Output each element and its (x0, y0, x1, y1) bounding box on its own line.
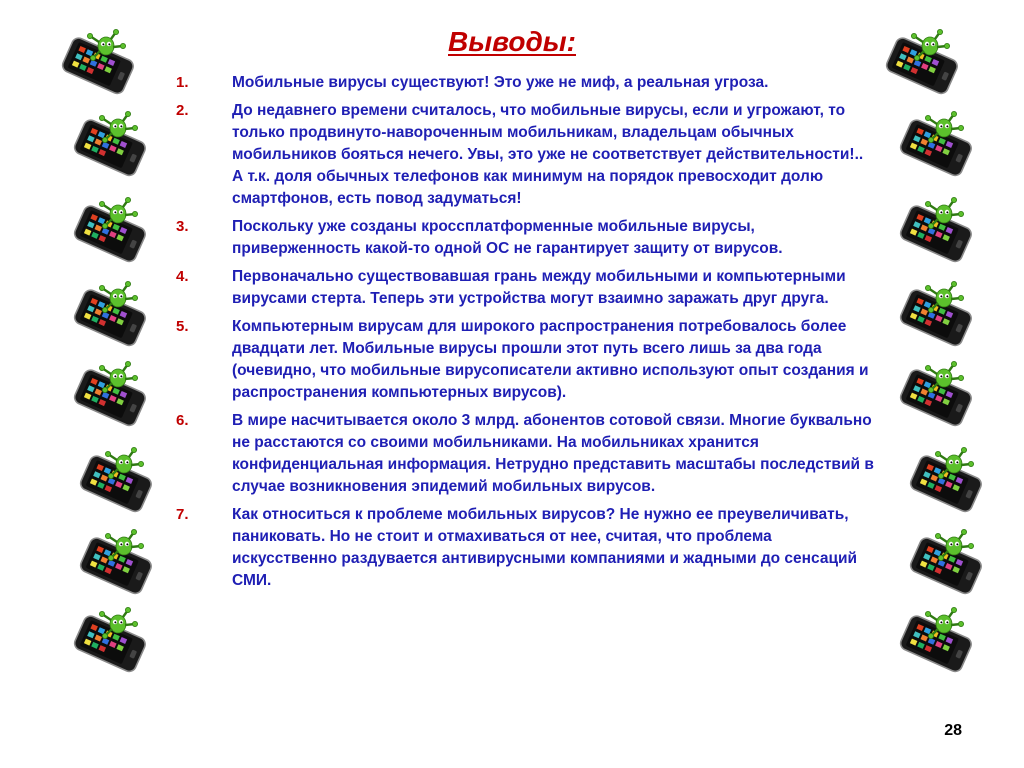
phone-virus-icon (886, 612, 986, 678)
item-text: Как относиться к проблеме мобильных вирусов? Не нужно ее преувеличивать, паниковать. Но не стоит и отмахиваться от нее, считая, что проблема искусственно раздувается антивирусными компаниями и жадными до сенсаций СМИ. (232, 506, 858, 589)
item-number: 4. (176, 268, 189, 285)
phone-virus-icon (60, 202, 160, 268)
item-number: 3. (176, 218, 189, 235)
phone-virus-icon (60, 116, 160, 182)
list-item (176, 410, 876, 498)
phone-virus-icon (886, 202, 986, 268)
item-number: 2. (176, 102, 189, 119)
item-text: В мире насчитывается около 3 млрд. абонентов сотовой связи. Многие буквально не расстаются со своими мобильниками. На мобильниках хранится конфиденциальная информация. Нетрудно представить масштабы последствий в случае возникновения эпидемий мобильных вирусов. (232, 412, 874, 495)
phone-virus-icon (896, 534, 996, 600)
item-number: 1. (176, 74, 189, 91)
item-number: 7. (176, 506, 189, 523)
list-item (176, 100, 876, 210)
phone-virus-icon (60, 286, 160, 352)
phone-virus-icon (886, 116, 986, 182)
item-text: Первоначально существовавшая грань между мобильными и компьютерными вирусами стерта. Теперь эти устройства могут взаимно заражать друг друга. (232, 268, 846, 307)
phone-virus-icon (66, 452, 166, 518)
phone-virus-icon (896, 452, 996, 518)
phone-virus-icon (60, 612, 160, 678)
page-number: 28 (944, 722, 962, 739)
item-number: 5. (176, 318, 189, 335)
phone-virus-icon (48, 34, 148, 100)
item-text: Мобильные вирусы существуют! Это уже не миф, а реальная угроза. (232, 74, 769, 91)
item-text: Компьютерным вирусам для широкого распространения потребовалось более двадцати лет. Мобильные вирусы прошли этот путь всего лишь за два года (очевидно, что мобильные вирусописатели активно используют опыт создания и распространения компьютерных вирусов). (232, 318, 869, 401)
item-number: 6. (176, 412, 189, 429)
phone-virus-icon (886, 366, 986, 432)
phone-virus-icon (66, 534, 166, 600)
list-item (176, 72, 876, 94)
list-item (176, 216, 876, 260)
phone-virus-icon (872, 34, 972, 100)
item-text: Поскольку уже созданы кроссплатформенные мобильные вирусы, приверженность какой-то одной ОС не гарантирует защиту от вирусов. (232, 218, 783, 257)
list-item (176, 504, 876, 592)
slide-title: Выводы: (448, 26, 576, 57)
list-item (176, 266, 876, 310)
conclusions-list (176, 72, 876, 598)
item-text: До недавнего времени считалось, что мобильные вирусы, если и угрожают, то только продвинуто-навороченным мобильникам, владельцам обычных мобильников бояться нечего. Увы, это уже не соответствует действительности!.. А т.к. доля обычных телефонов как минимум на порядок превосходит долю смартфонов, есть повод задуматься! (232, 102, 864, 207)
phone-virus-icon (60, 366, 160, 432)
list-item (176, 316, 876, 404)
phone-virus-icon (886, 286, 986, 352)
